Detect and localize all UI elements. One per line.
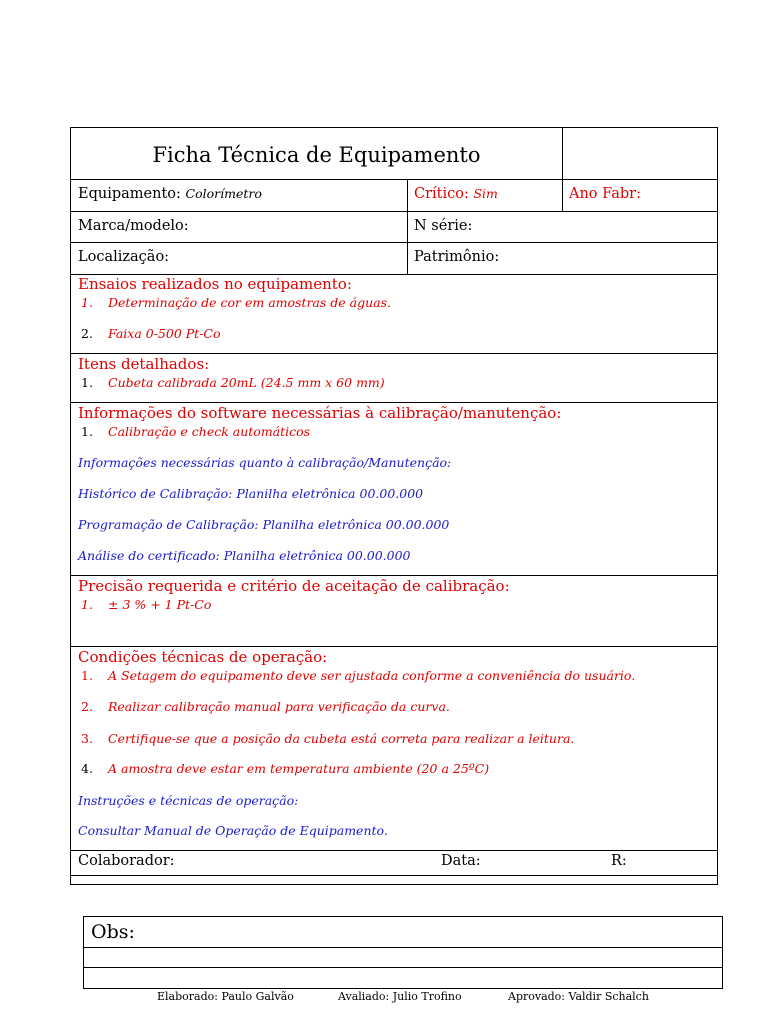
list-item: 3. Certifique-se que a posição da cubeta está correta para realizar a leitura. xyxy=(81,731,575,746)
colaborador-label: Colaborador: xyxy=(78,853,175,869)
aprovado-text: Aprovado: Valdir Schalch xyxy=(508,990,649,1003)
r-label: R: xyxy=(611,853,627,869)
critico-label: Crítico: xyxy=(414,186,469,202)
ano-fabr-label: Ano Fabr: xyxy=(569,186,641,202)
itens-title: Itens detalhados: xyxy=(78,355,210,373)
avaliado-text: Avaliado: Julio Trofino xyxy=(338,990,462,1003)
page-title: Ficha Técnica de Equipamento xyxy=(152,143,481,167)
title-row xyxy=(71,128,717,180)
software-title: Informações do software necessárias à calibração/manutenção: xyxy=(78,404,562,422)
marca-label: Marca/modelo: xyxy=(78,218,189,234)
divider xyxy=(407,242,408,274)
condicoes-note: Instruções e técnicas de operação: xyxy=(78,793,299,808)
software-note: Análise do certificado: Planilha eletrônica 00.00.000 xyxy=(78,548,411,563)
equipment-form xyxy=(70,127,718,885)
list-item: 1. ± 3 % + 1 Pt-Co xyxy=(81,597,212,612)
divider xyxy=(562,179,563,211)
list-item: 4. A amostra deve estar em temperatura ambiente (20 a 25ºC) xyxy=(81,761,490,776)
itens-section xyxy=(71,353,717,403)
precisao-section xyxy=(71,575,717,647)
serie-label: N série: xyxy=(414,218,473,234)
localizacao-label: Localização: xyxy=(78,249,170,265)
obs-box xyxy=(83,916,723,989)
list-item: 1. Calibração e check automáticos xyxy=(81,424,311,439)
ensaios-section xyxy=(71,274,717,354)
equipamento-value: Colorímetro xyxy=(185,186,262,201)
software-note: Informações necessárias quanto à calibração/Manutenção: xyxy=(78,455,452,470)
condicoes-section xyxy=(71,646,717,851)
divider xyxy=(407,211,408,242)
equipment-row xyxy=(71,179,717,212)
list-item: 1. A Setagem do equipamento deve ser ajustada conforme a conveniência do usuário. xyxy=(81,668,636,683)
divider xyxy=(562,128,563,179)
signature-row xyxy=(71,850,717,876)
equipamento-label: Equipamento: xyxy=(78,186,181,202)
list-item: 2. Faixa 0-500 Pt-Co xyxy=(81,326,221,341)
condicoes-title: Condições técnicas de operação: xyxy=(78,648,328,666)
condicoes-note: Consultar Manual de Operação de Equipamento. xyxy=(78,823,388,838)
list-item: 1. Determinação de cor em amostras de águas. xyxy=(81,295,391,310)
localizacao-row xyxy=(71,242,717,275)
data-label: Data: xyxy=(441,853,481,869)
divider xyxy=(407,179,408,211)
marca-row xyxy=(71,211,717,243)
software-note: Histórico de Calibração: Planilha eletrônica 00.00.000 xyxy=(78,486,424,501)
ensaios-title: Ensaios realizados no equipamento: xyxy=(78,275,352,293)
list-item: 1. Cubeta calibrada 20mL (24.5 mm x 60 mm) xyxy=(81,375,385,390)
elaborado-text: Elaborado: Paulo Galvão xyxy=(157,990,294,1003)
obs-line xyxy=(84,947,722,948)
obs-line xyxy=(84,967,722,968)
software-note: Programação de Calibração: Planilha eletrônica 00.00.000 xyxy=(78,517,450,532)
precisao-title: Precisão requerida e critério de aceitação de calibração: xyxy=(78,577,510,595)
obs-label: Obs: xyxy=(91,921,135,943)
patrimonio-label: Patrimônio: xyxy=(414,249,500,265)
software-section xyxy=(71,402,717,576)
critico-value: Sim xyxy=(473,186,498,201)
list-item: 2. Realizar calibração manual para verificação da curva. xyxy=(81,699,450,714)
